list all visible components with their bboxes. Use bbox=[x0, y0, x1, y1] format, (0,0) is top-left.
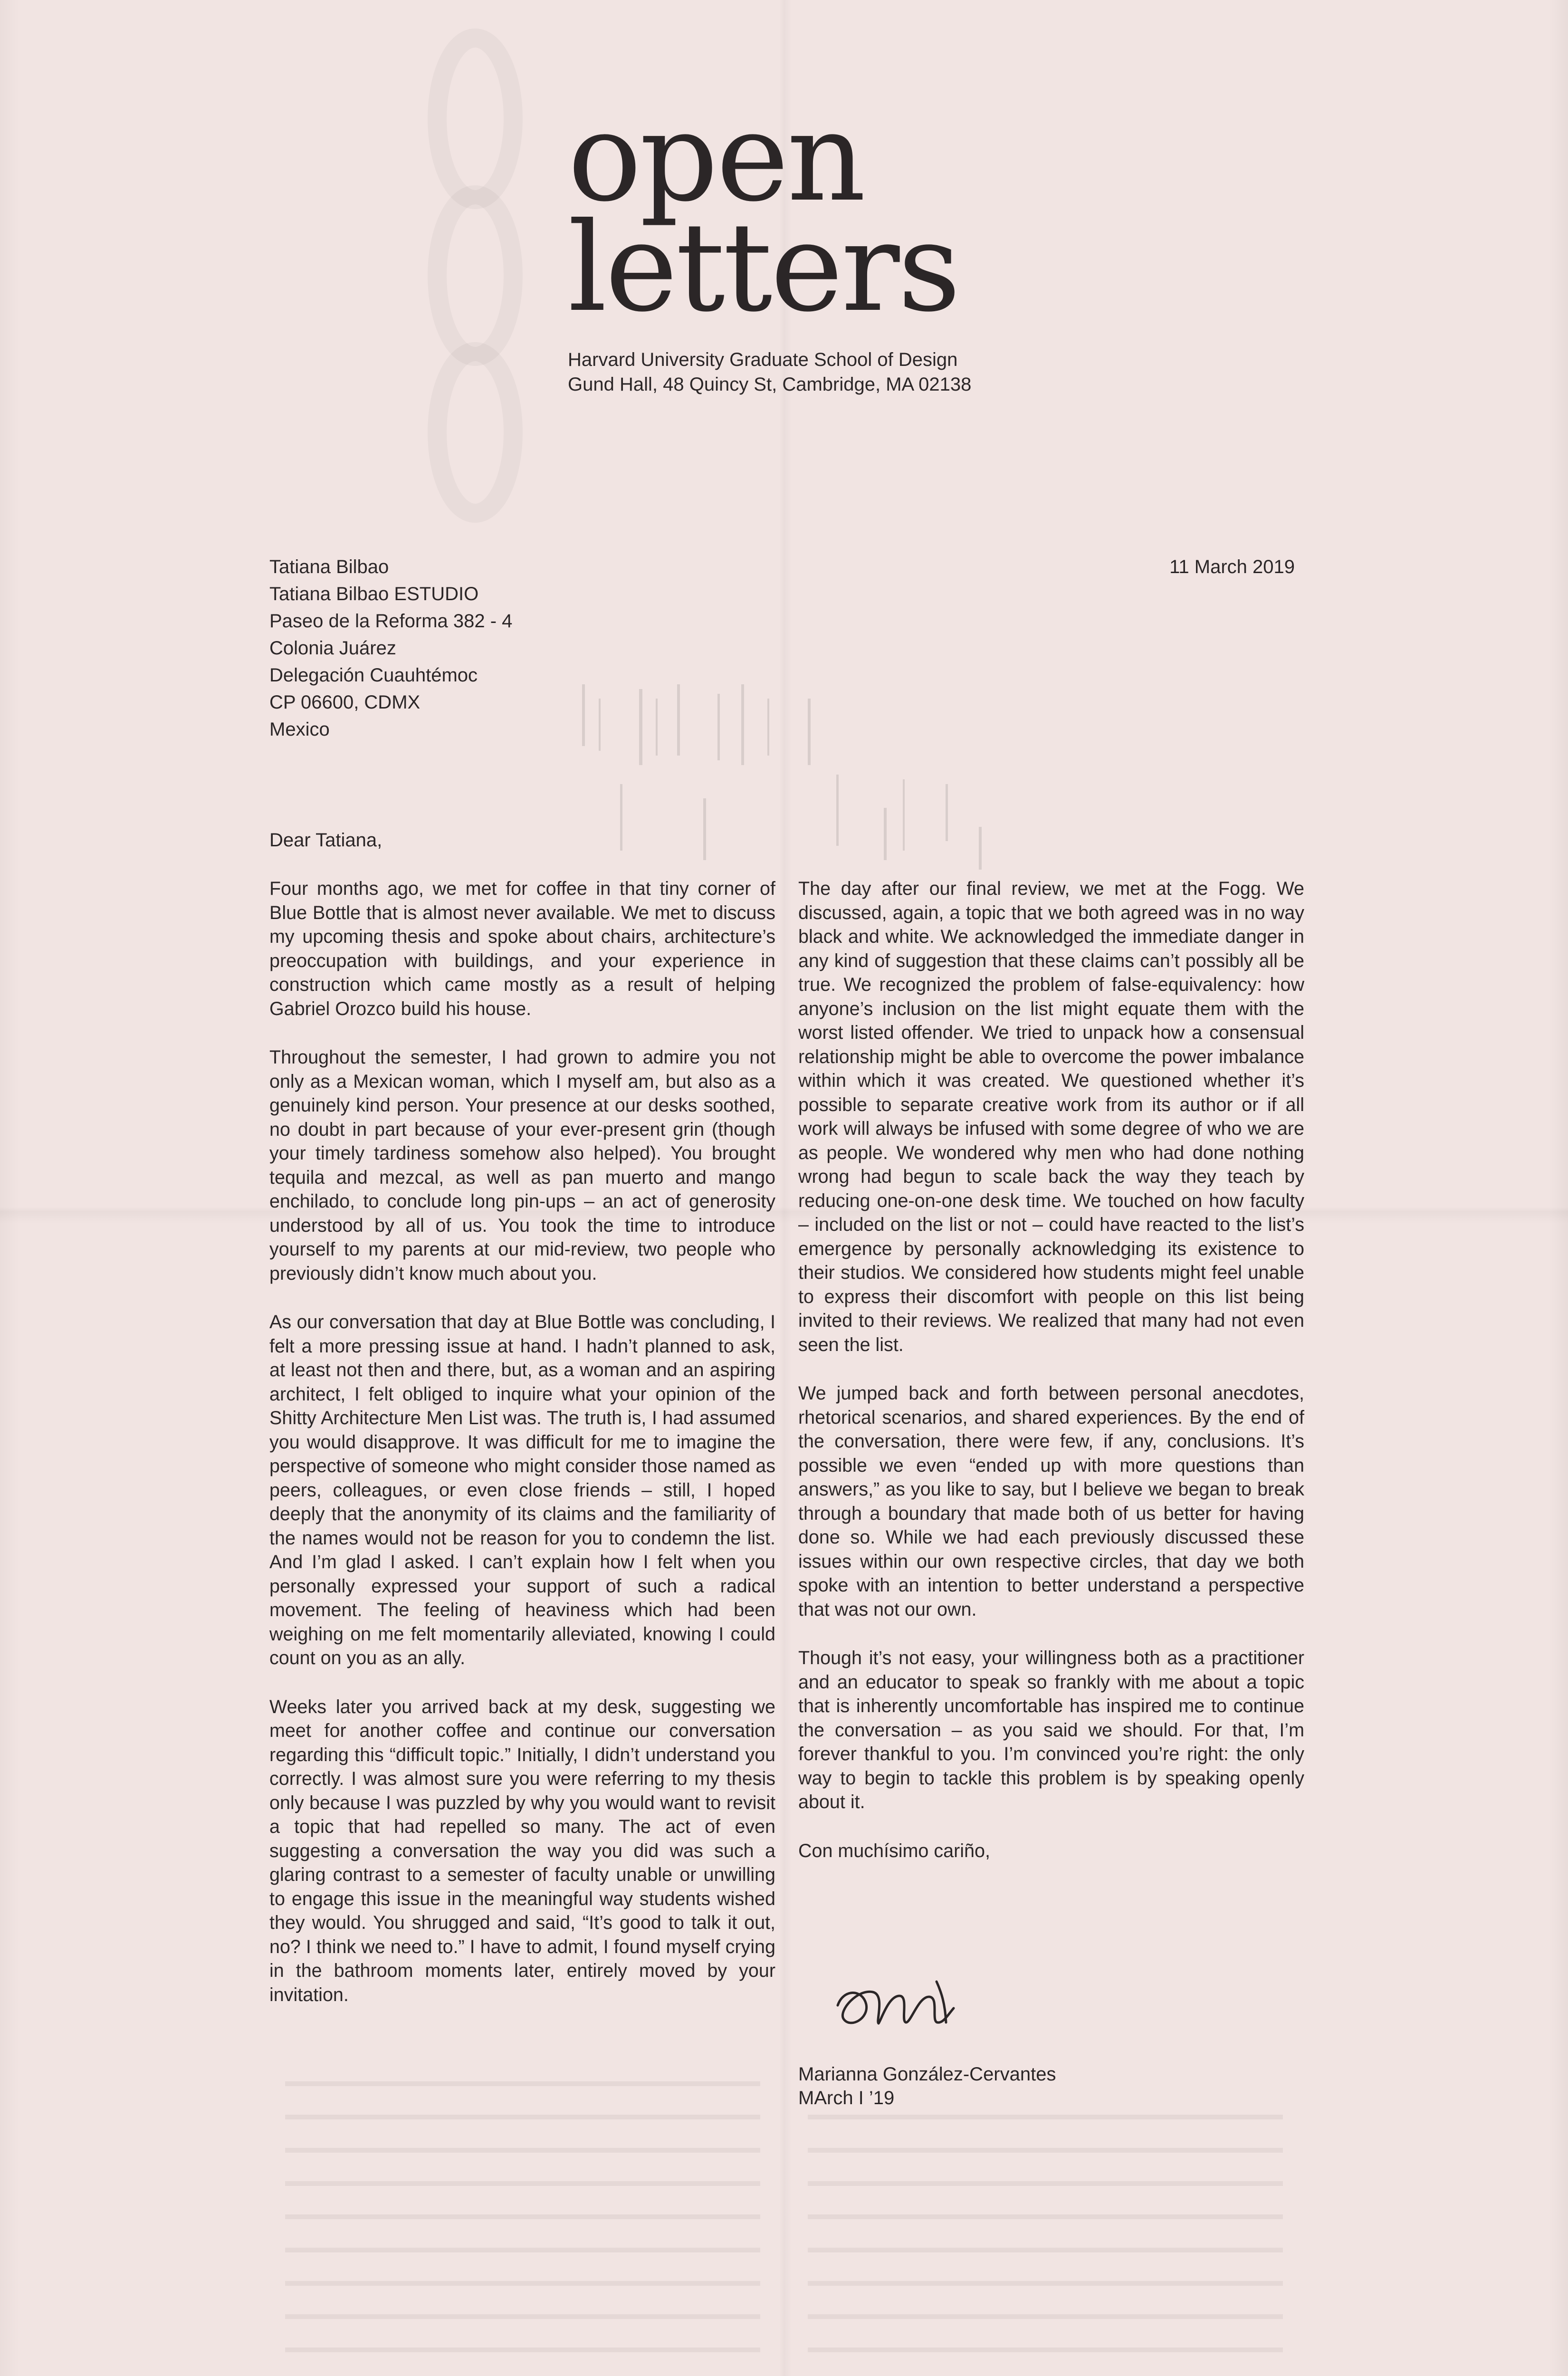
letter-date: 11 March 2019 bbox=[1169, 556, 1295, 577]
institution-block bbox=[568, 347, 1043, 397]
body-paragraph: Though it’s not easy, your willingness both as a practitioner and an educator to speak so frankly with me about a topic that is inherently uncomfortable has inspired me to continue the conversation – as you said we should. For that, I’m forever thankful to you. I’m convinced you’re right: the only way to begin to tackle this problem is by speaking openly about it. bbox=[798, 1648, 1304, 1812]
recipient-line: Tatiana Bilbao ESTUDIO bbox=[269, 584, 479, 604]
right-column bbox=[798, 877, 1304, 1887]
recipient-line: Mexico bbox=[269, 719, 330, 740]
body-paragraph: We jumped back and forth between personal anecdotes, rhetorical scenarios, and shared experiences. By the end of the conversation, there were few, if any, conclusions. It’s possible we even “ended up with more questions than answers,” as you like to say, but I believe we began to break through a boundary that made both of us better for having done so. While we had each previously discussed these issues within our own respective circles, that day we both spoke with an intention to better understand a perspective that was not our own. bbox=[798, 1383, 1304, 1620]
recipient-line: Delegación Cuauhtémoc bbox=[269, 665, 478, 686]
closing-line: Con muchísimo cariño, bbox=[798, 1840, 990, 1861]
body-paragraph: The day after our final review, we met at the Fogg. We discussed, again, a topic that we both agreed was in no way black and white. We acknowledged the immediate danger in any kind of suggestion that these claims can’t possibly all be true. We recognized the problem of false-equivalency: how anyone’s inclusion on the list might equate them with the worst listed offender. We tried to unpack how a consensual relationship might be able to overcome the power imbalance within which it was created. We questioned whether it’s possible to separate creative work from its author or if all work will always be infused with some degree of who we are as people. We wondered why men who had done nothing wrong had begun to scale back the way they teach by reducing one-on-one desk time. We touched on how faculty – included on the list or not – could have reacted to the list’s emergence by personally acknowledging its existence to their studios. We considered how students might feel unable to express their discomfort with people on this list being invited to their reviews. We realized that many had not even seen the list. bbox=[798, 878, 1304, 1355]
recipient-address bbox=[269, 554, 512, 743]
body-paragraph: Weeks later you arrived back at my desk, suggesting we meet for another coffee and continue our conversation regarding this “difficult topic.” Initially, I didn’t understand you correctly. I was almost sure you were referring to my thesis only because I was puzzled by why you would want to revisit a topic that had repelled so many. The act of even suggesting a conversation the way you did was such a glaring contrast to a semester of faculty unable or unwilling to engage this issue in the meaningful way students wished they would. You shrugged and said, “It’s good to talk it out, no? I think we need to.” I have to admit, I found myself crying in the bathroom moments later, entirely moved by your invitation. bbox=[269, 1696, 775, 2005]
recipient-line: CP 06600, CDMX bbox=[269, 692, 421, 713]
title-line-letters: letters bbox=[568, 196, 959, 339]
salutation: Dear Tatiana, bbox=[269, 830, 382, 851]
signer-block bbox=[798, 2062, 1056, 2110]
signer-name: Marianna González-Cervantes bbox=[798, 2064, 1056, 2085]
left-column bbox=[269, 877, 775, 2031]
masthead-title bbox=[568, 86, 1043, 339]
body-paragraph: As our conversation that day at Blue Bottle was concluding, I felt a more pressing issue at hand. I hadn’t planned to ask, at least not then and there, but, as a woman and an aspiring architect, I felt obliged to inquire what your opinion of the Shitty Architecture Men List was. The truth is, I had assumed you would disapprove. It was difficult for me to imagine the perspective of someone who might consider those named as peers, colleagues, or even close friends – still, I hoped deeply that the anonymity of its claims and the familiarity of the names would not be reason for you to condemn the list. And I’m glad I asked. I can’t explain how I felt when you personally expressed your support of such a radical movement. The feeling of heaviness which had been weighing on me felt momentarily alleviated, knowing I could count on you as an ally. bbox=[269, 1312, 775, 1668]
title-line-open: open bbox=[568, 86, 864, 229]
masthead bbox=[568, 86, 1043, 397]
body-paragraph: Throughout the semester, I had grown to admire you not only as a Mexican woman, which I myself am, but also as a genuinely kind person. Your presence at our desks soothed, no doubt in part because of your ever-present grin (though your timely tardiness somehow also helped). You brought tequila and mezcal, as well as pan muerto and mango enchilado, to conclude long pin-ups – an act of generosity understood by all of us. You took the time to introduce yourself to my parents at our mid-review, two people who previously didn’t know much about you. bbox=[269, 1047, 775, 1284]
institution-address: Gund Hall, 48 Quincy St, Cambridge, MA 02138 bbox=[568, 374, 972, 395]
body-paragraph: Four months ago, we met for coffee in that tiny corner of Blue Bottle that is almost never available. We met to discuss my upcoming thesis and spoke about chairs, architecture’s preoccupation with buildings, and your experience in construction which came mostly as a result of helping Gabriel Orozco build his house. bbox=[269, 878, 775, 1019]
recipient-line: Tatiana Bilbao bbox=[269, 556, 389, 577]
signer-date: MArch I ’19 bbox=[798, 2088, 895, 2108]
recipient-line: Paseo de la Reforma 382 - 4 bbox=[269, 611, 513, 632]
institution-name: Harvard University Graduate School of Design bbox=[568, 349, 958, 370]
handwritten-signature bbox=[829, 1963, 972, 2039]
recipient-line: Colonia Juárez bbox=[269, 638, 396, 659]
